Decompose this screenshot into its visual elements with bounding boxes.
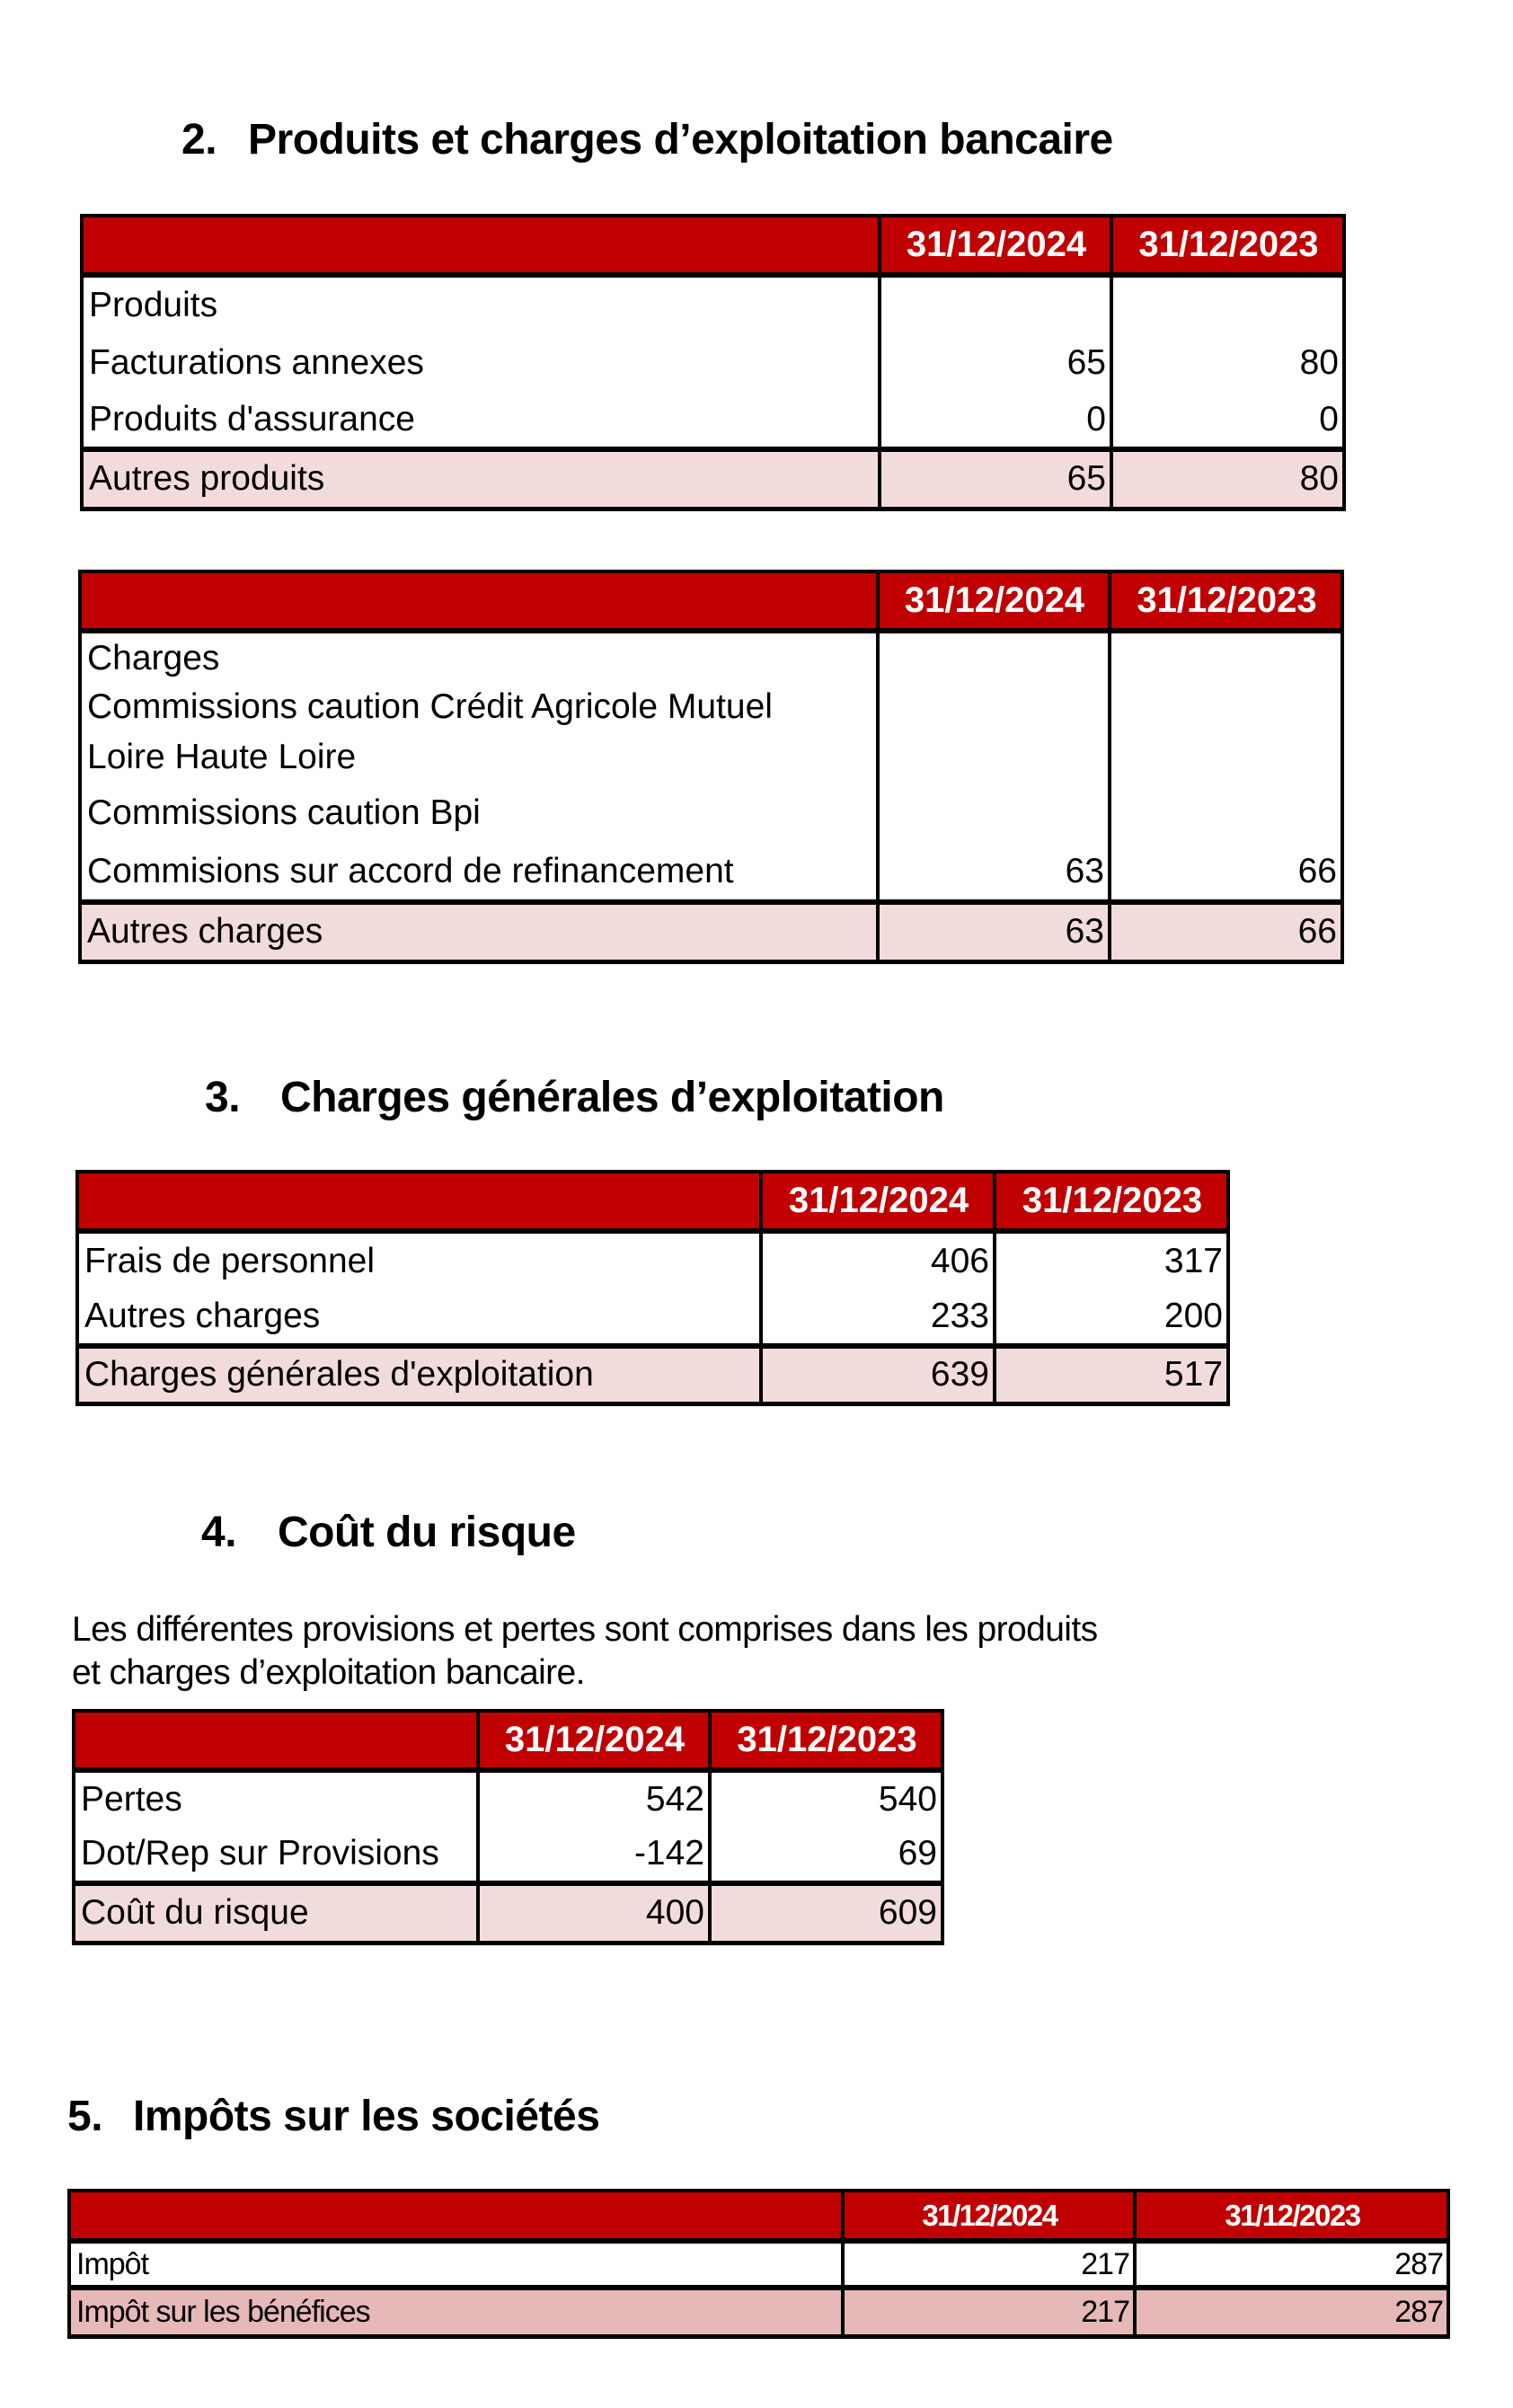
header-blank — [77, 1172, 761, 1231]
table-row — [80, 783, 1342, 843]
value-2024: 233 — [761, 1288, 995, 1346]
section-5-title-text: Impôts sur les sociétés — [133, 2093, 600, 2140]
total-2023: 517 — [995, 1346, 1228, 1403]
row-label: Pertes — [74, 1770, 478, 1827]
value-2024 — [878, 631, 1110, 683]
section-5-number: 5. — [67, 2093, 103, 2140]
total-2023: 609 — [710, 1883, 942, 1943]
value-2023: 66 — [1110, 843, 1342, 902]
total-2024: 639 — [761, 1346, 995, 1403]
table-row — [80, 843, 1342, 902]
header-2024: 31/12/2024 — [478, 1711, 710, 1770]
row-label: Impôt — [69, 2241, 843, 2288]
value-2024: 65 — [880, 333, 1111, 392]
row-label: Commissions caution Bpi — [80, 783, 878, 843]
header-2023: 31/12/2023 — [995, 1172, 1228, 1231]
section-3-title-text: Charges générales d’exploitation — [280, 1074, 944, 1121]
table-row — [82, 333, 1344, 392]
value-2024 — [878, 683, 1110, 731]
table-row — [77, 1231, 1228, 1288]
value-2023: 80 — [1111, 333, 1344, 392]
total-2024: 400 — [478, 1883, 710, 1943]
value-2023: 317 — [995, 1231, 1228, 1288]
row-label: Dot/Rep sur Provisions — [74, 1827, 478, 1883]
section-4-paragraph — [72, 1608, 1098, 1695]
value-2023 — [1110, 783, 1342, 843]
total-row — [74, 1883, 942, 1943]
general-charges-table — [75, 1170, 1230, 1406]
section-2-number: 2. — [181, 116, 217, 164]
header-2024: 31/12/2024 — [843, 2191, 1135, 2241]
value-2023: 69 — [710, 1827, 942, 1883]
value-2024 — [878, 731, 1110, 783]
value-2023 — [1111, 275, 1344, 333]
row-label: Frais de personnel — [77, 1231, 761, 1288]
header-2024: 31/12/2024 — [880, 216, 1111, 275]
header-blank — [69, 2191, 843, 2241]
table-row — [74, 1827, 942, 1883]
value-2023 — [1110, 631, 1342, 683]
section-2-title — [181, 115, 1113, 164]
total-row — [82, 449, 1344, 509]
row-label: Facturations annexes — [82, 333, 880, 392]
table-row — [80, 631, 1342, 683]
header-2024: 31/12/2024 — [761, 1172, 995, 1231]
value-2024: 217 — [843, 2241, 1135, 2288]
header-2023: 31/12/2023 — [1110, 571, 1342, 631]
total-label: Coût du risque — [74, 1883, 478, 1943]
row-label: Commissions caution Crédit Agricole Mutuel — [80, 683, 878, 731]
tax-table — [67, 2189, 1450, 2339]
value-2024: 542 — [478, 1770, 710, 1827]
section-5-title — [67, 2092, 599, 2141]
row-label: Commisions sur accord de refinancement — [80, 843, 878, 902]
charges-table — [78, 570, 1344, 964]
total-2024: 63 — [878, 902, 1110, 961]
section-4-title-text: Coût du risque — [278, 1509, 576, 1556]
value-2024 — [878, 783, 1110, 843]
risk-cost-table — [72, 1709, 944, 1945]
total-2023: 287 — [1135, 2288, 1448, 2336]
header-blank — [74, 1711, 478, 1770]
table-row — [82, 275, 1344, 333]
header-2023: 31/12/2023 — [710, 1711, 942, 1770]
total-2023: 66 — [1110, 902, 1342, 961]
value-2024: 0 — [880, 392, 1111, 449]
table-row — [69, 2241, 1448, 2288]
value-2024: 406 — [761, 1231, 995, 1288]
value-2023: 0 — [1111, 392, 1344, 449]
table-row — [82, 392, 1344, 449]
row-label: Produits — [82, 275, 880, 333]
total-label: Autres produits — [82, 449, 880, 509]
paragraph-line-2: et charges d’exploitation bancaire. — [72, 1653, 585, 1692]
row-label: Charges — [80, 631, 878, 683]
total-label: Impôt sur les bénéfices — [69, 2288, 843, 2336]
total-2024: 65 — [880, 449, 1111, 509]
value-2024 — [880, 275, 1111, 333]
row-label: Loire Haute Loire — [80, 731, 878, 783]
section-3-title — [205, 1073, 944, 1122]
value-2024: -142 — [478, 1827, 710, 1883]
value-2024: 63 — [878, 843, 1110, 902]
table-row — [74, 1770, 942, 1827]
row-label: Produits d'assurance — [82, 392, 880, 449]
value-2023 — [1110, 731, 1342, 783]
header-2023: 31/12/2023 — [1111, 216, 1344, 275]
header-blank — [82, 216, 880, 275]
section-2-title-text: Produits et charges d’exploitation bancaire — [248, 116, 1113, 164]
table-row — [80, 731, 1342, 783]
row-label: Autres charges — [77, 1288, 761, 1346]
total-row — [80, 902, 1342, 961]
total-row — [77, 1346, 1228, 1403]
header-2024: 31/12/2024 — [878, 571, 1110, 631]
section-3-number: 3. — [205, 1074, 241, 1121]
paragraph-line-1: Les différentes provisions et pertes sont comprises dans les produits — [72, 1610, 1098, 1649]
total-2024: 217 — [843, 2288, 1135, 2336]
value-2023 — [1110, 683, 1342, 731]
table-row — [77, 1288, 1228, 1346]
total-label: Autres charges — [80, 902, 878, 961]
section-4-number: 4. — [201, 1509, 237, 1556]
section-4-title — [201, 1508, 576, 1557]
header-blank — [80, 571, 878, 631]
total-label: Charges générales d'exploitation — [77, 1346, 761, 1403]
total-2023: 80 — [1111, 449, 1344, 509]
value-2023: 287 — [1135, 2241, 1448, 2288]
value-2023: 540 — [710, 1770, 942, 1827]
value-2023: 200 — [995, 1288, 1228, 1346]
header-2023: 31/12/2023 — [1135, 2191, 1448, 2241]
total-row — [69, 2288, 1448, 2336]
products-table — [80, 214, 1346, 511]
table-row — [80, 683, 1342, 731]
